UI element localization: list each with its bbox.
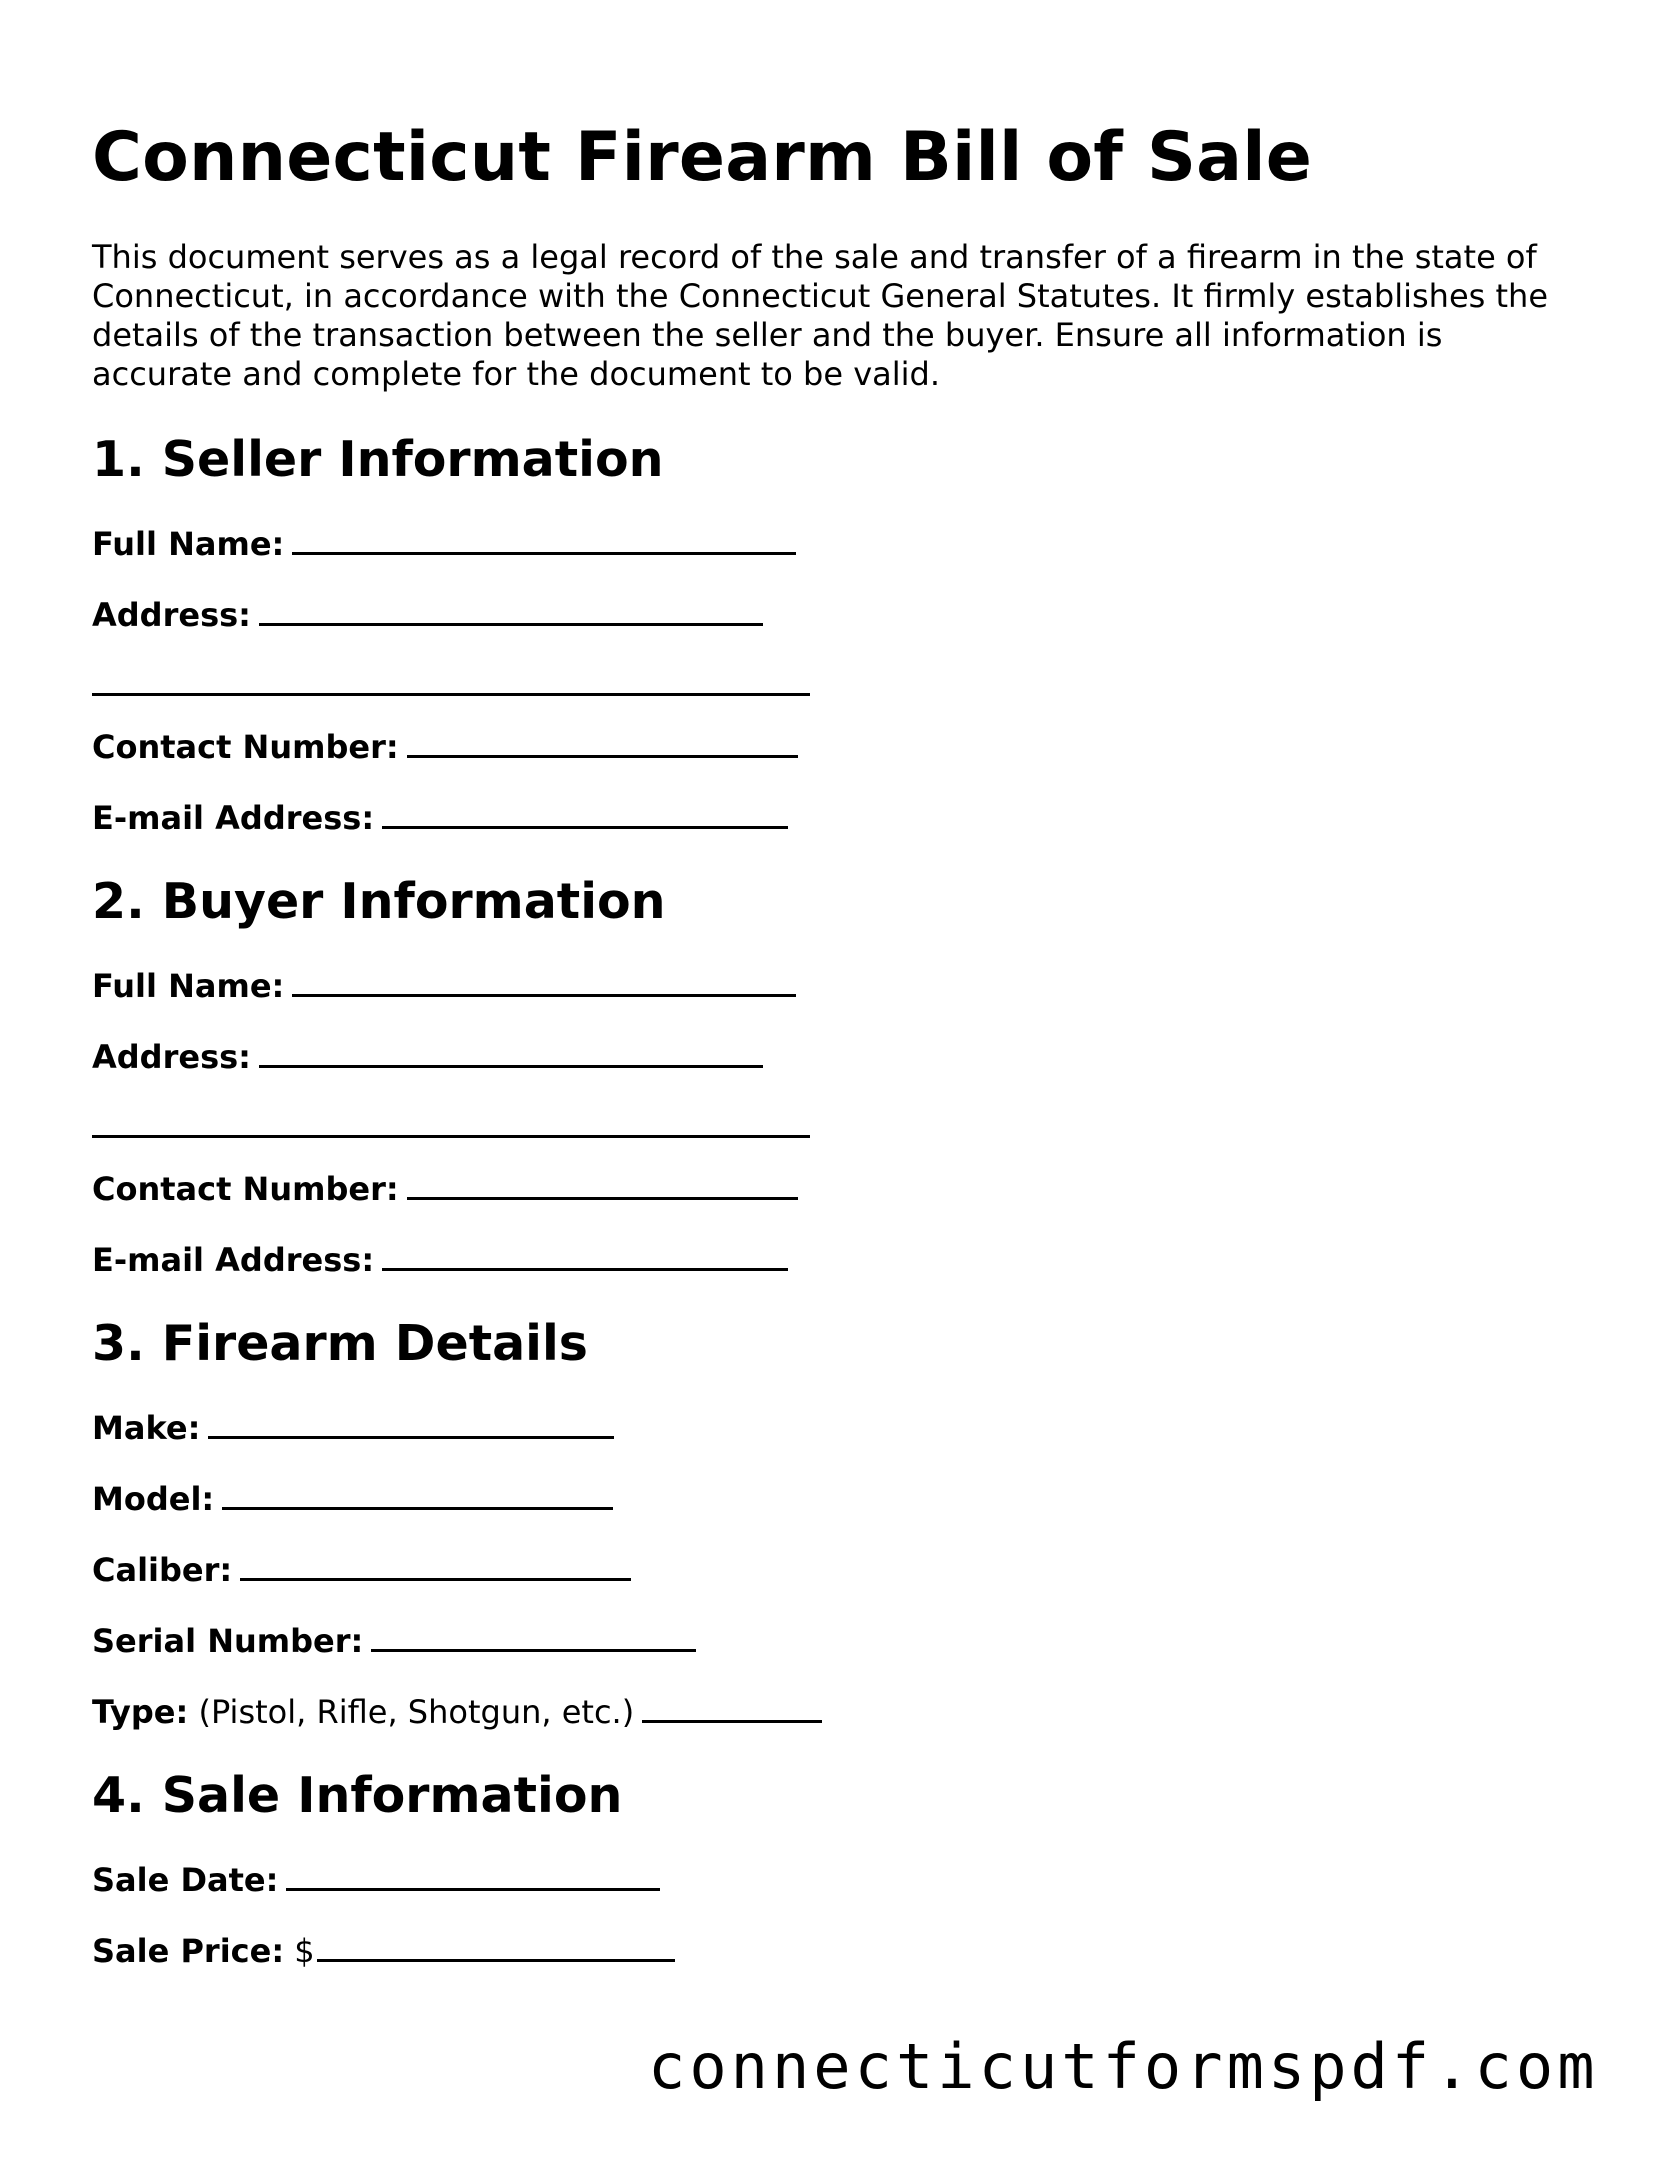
- buyer-contact-blank[interactable]: [407, 1170, 798, 1200]
- sale-date-field: [92, 1860, 1592, 1900]
- seller-address-blank[interactable]: [259, 596, 763, 626]
- firearm-make-blank[interactable]: [208, 1409, 614, 1439]
- document-title: Connecticut Firearm Bill of Sale: [92, 118, 1313, 197]
- seller-email-field: [92, 798, 1592, 838]
- buyer-email-field: [92, 1240, 1592, 1280]
- sale-price-field: [92, 1931, 1592, 1971]
- sale-price-label: Sale Price:: [92, 1932, 285, 1970]
- firearm-type-note: (Pistol, Rifle, Shotgun, etc.): [198, 1693, 635, 1731]
- firearm-make-field: [92, 1408, 1592, 1448]
- buyer-address-second-blank[interactable]: [92, 1108, 810, 1138]
- seller-address-field: [92, 595, 1592, 635]
- buyer-email-blank[interactable]: [382, 1241, 788, 1271]
- buyer-full-name-field: [92, 966, 1592, 1006]
- buyer-address-field: [92, 1037, 1592, 1077]
- seller-contact-label: Contact Number:: [92, 728, 399, 766]
- sale-date-blank[interactable]: [286, 1861, 660, 1891]
- seller-address-label: Address:: [92, 596, 251, 634]
- document-page: [92, 118, 1592, 1971]
- firearm-serial-label: Serial Number:: [92, 1622, 364, 1660]
- buyer-address-blank[interactable]: [259, 1038, 763, 1068]
- seller-full-name-blank[interactable]: [292, 525, 796, 555]
- seller-contact-blank[interactable]: [407, 728, 798, 758]
- currency-symbol: $: [294, 1932, 315, 1970]
- seller-email-label: E-mail Address:: [92, 799, 375, 837]
- firearm-model-label: Model:: [92, 1480, 215, 1518]
- site-watermark: connecticutformspdf.com: [648, 2030, 1599, 2103]
- seller-full-name-field: [92, 524, 1592, 564]
- firearm-type-blank[interactable]: [642, 1693, 822, 1723]
- firearm-model-blank[interactable]: [222, 1480, 613, 1510]
- sale-price-blank[interactable]: [317, 1932, 675, 1962]
- firearm-caliber-label: Caliber:: [92, 1551, 233, 1589]
- firearm-serial-blank[interactable]: [371, 1622, 696, 1652]
- seller-full-name-label: Full Name:: [92, 525, 285, 563]
- seller-address-line-2: [92, 666, 1592, 696]
- buyer-address-line-2: [92, 1108, 1592, 1138]
- buyer-full-name-blank[interactable]: [292, 967, 796, 997]
- intro-paragraph: This document serves as a legal record of the sale and transfer of a firearm in the state of Connecticut, in accordance with the Connecticut General Statutes. It firmly establishes the details of the transaction between the seller and the buyer. Ensure all information is accurate and complete for the document to be valid.: [92, 238, 1548, 393]
- firearm-section-heading: 3. Firearm Details: [92, 1315, 588, 1372]
- sale-section-heading: 4. Sale Information: [92, 1767, 623, 1824]
- firearm-type-field: [92, 1692, 1592, 1732]
- firearm-type-label: Type:: [92, 1693, 189, 1731]
- seller-address-second-blank[interactable]: [92, 666, 810, 696]
- buyer-contact-label: Contact Number:: [92, 1170, 399, 1208]
- firearm-model-field: [92, 1479, 1592, 1519]
- firearm-caliber-blank[interactable]: [240, 1551, 631, 1581]
- seller-email-blank[interactable]: [382, 799, 788, 829]
- sale-date-label: Sale Date:: [92, 1861, 279, 1899]
- seller-section-heading: 1. Seller Information: [92, 431, 664, 488]
- buyer-email-label: E-mail Address:: [92, 1241, 375, 1279]
- firearm-caliber-field: [92, 1550, 1592, 1590]
- firearm-serial-field: [92, 1621, 1592, 1661]
- buyer-contact-field: [92, 1169, 1592, 1209]
- buyer-address-label: Address:: [92, 1038, 251, 1076]
- buyer-full-name-label: Full Name:: [92, 967, 285, 1005]
- buyer-section-heading: 2. Buyer Information: [92, 873, 666, 930]
- firearm-make-label: Make:: [92, 1409, 201, 1447]
- seller-contact-field: [92, 727, 1592, 767]
